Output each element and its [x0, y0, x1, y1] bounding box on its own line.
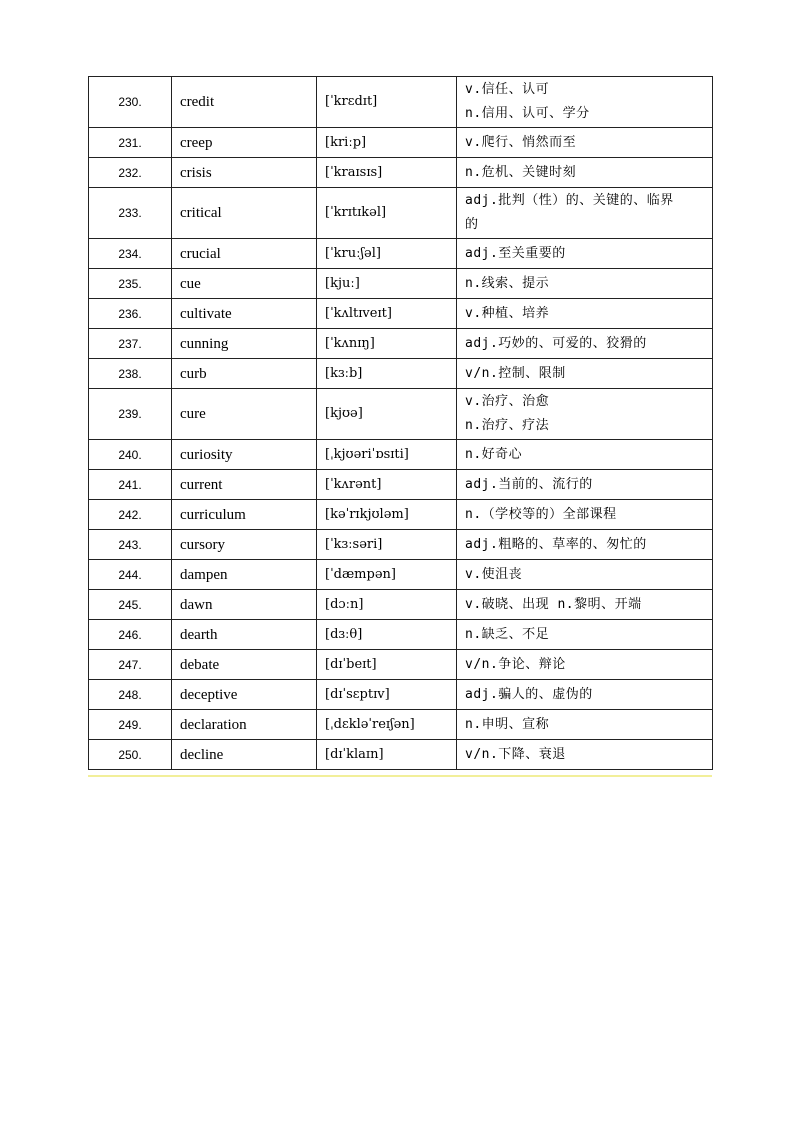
meaning-line: adj.骗人的、虚伪的	[465, 686, 593, 702]
table-row	[89, 590, 713, 620]
entry-word: cure	[172, 389, 317, 440]
entry-phonetic: [ˌdɛkləˈreɪʃən]	[317, 710, 457, 740]
table-row	[89, 188, 713, 239]
entry-meaning	[457, 299, 713, 329]
entry-number: 248.	[89, 680, 172, 710]
entry-meaning	[457, 440, 713, 470]
table-row	[89, 239, 713, 269]
entry-number: 250.	[89, 740, 172, 770]
meaning-line: v.种植、培养	[465, 305, 550, 321]
meaning-line: v/n.争论、辩论	[465, 656, 566, 672]
meaning-line: v.信任、认可	[465, 82, 550, 97]
entry-phonetic: [ˈkɜːsəri]	[317, 530, 457, 560]
entry-meaning	[457, 680, 713, 710]
entry-number: 234.	[89, 239, 172, 269]
entry-phonetic: [ˈkruːʃəl]	[317, 239, 457, 269]
entry-phonetic: [kəˈrɪkjʊləm]	[317, 500, 457, 530]
entry-word: crisis	[172, 158, 317, 188]
entry-number: 244.	[89, 560, 172, 590]
meaning-line: v.破晓、出现 n.黎明、开端	[465, 596, 642, 612]
entry-meaning	[457, 470, 713, 500]
entry-phonetic: [ˈkrɛdɪt]	[317, 77, 457, 128]
entry-meaning	[457, 650, 713, 680]
entry-number: 235.	[89, 269, 172, 299]
entry-meaning	[457, 620, 713, 650]
entry-phonetic: [ˈkraɪsɪs]	[317, 158, 457, 188]
entry-number: 245.	[89, 590, 172, 620]
entry-phonetic: [kɜːb]	[317, 359, 457, 389]
table-row	[89, 77, 713, 128]
table-row	[89, 560, 713, 590]
entry-phonetic: [kjʊə]	[317, 389, 457, 440]
entry-word: critical	[172, 188, 317, 239]
entry-phonetic: [ˈkrɪtɪkəl]	[317, 188, 457, 239]
entry-meaning	[457, 389, 713, 440]
entry-phonetic: [ˌkjʊəriˈɒsɪti]	[317, 440, 457, 470]
entry-phonetic: [ˈkʌrənt]	[317, 470, 457, 500]
entry-number: 233.	[89, 188, 172, 239]
meaning-line: adj.巧妙的、可爱的、狡猾的	[465, 335, 647, 351]
table-row	[89, 440, 713, 470]
entry-phonetic: [ˈdæmpən]	[317, 560, 457, 590]
entry-meaning	[457, 188, 713, 239]
entry-number: 231.	[89, 128, 172, 158]
meaning-line: 的	[465, 217, 479, 232]
entry-word: curb	[172, 359, 317, 389]
meaning-line: n.（学校等的）全部课程	[465, 506, 617, 522]
entry-number: 242.	[89, 500, 172, 530]
table-row	[89, 500, 713, 530]
entry-phonetic: [ˈkʌnɪŋ]	[317, 329, 457, 359]
entry-word: crucial	[172, 239, 317, 269]
meaning-line: adj.至关重要的	[465, 245, 566, 261]
entry-number: 232.	[89, 158, 172, 188]
meaning-line: v.使沮丧	[465, 566, 523, 582]
entry-meaning	[457, 128, 713, 158]
meaning-line: n.好奇心	[465, 446, 523, 462]
entry-phonetic: [dɜːθ]	[317, 620, 457, 650]
entry-word: creep	[172, 128, 317, 158]
entry-word: declaration	[172, 710, 317, 740]
entry-number: 239.	[89, 389, 172, 440]
entry-number: 247.	[89, 650, 172, 680]
entry-word: debate	[172, 650, 317, 680]
table-row	[89, 740, 713, 770]
meaning-line: v/n.控制、限制	[465, 365, 566, 381]
table-row	[89, 470, 713, 500]
entry-meaning	[457, 239, 713, 269]
meaning-line: v.治疗、治愈	[465, 394, 550, 409]
meaning-line: n.治疗、疗法	[465, 418, 550, 433]
entry-phonetic: [dɔːn]	[317, 590, 457, 620]
meaning-line: v.爬行、悄然而至	[465, 134, 577, 150]
vocabulary-table-body	[89, 77, 713, 770]
entry-word: curriculum	[172, 500, 317, 530]
entry-meaning	[457, 740, 713, 770]
entry-meaning	[457, 359, 713, 389]
entry-word: dampen	[172, 560, 317, 590]
entry-word: dearth	[172, 620, 317, 650]
entry-phonetic: [dɪˈklaɪn]	[317, 740, 457, 770]
table-row	[89, 389, 713, 440]
entry-number: 243.	[89, 530, 172, 560]
table-bottom-highlight	[88, 775, 712, 777]
entry-phonetic: [kjuː]	[317, 269, 457, 299]
entry-word: cultivate	[172, 299, 317, 329]
entry-word: curiosity	[172, 440, 317, 470]
entry-word: credit	[172, 77, 317, 128]
entry-meaning	[457, 590, 713, 620]
table-row	[89, 710, 713, 740]
meaning-line: n.缺乏、不足	[465, 626, 550, 642]
entry-number: 230.	[89, 77, 172, 128]
entry-meaning	[457, 269, 713, 299]
entry-number: 246.	[89, 620, 172, 650]
table-row	[89, 650, 713, 680]
entry-meaning	[457, 530, 713, 560]
table-row	[89, 329, 713, 359]
entry-word: cursory	[172, 530, 317, 560]
table-row	[89, 269, 713, 299]
entry-meaning	[457, 500, 713, 530]
meaning-line: n.信用、认可、学分	[465, 106, 590, 121]
table-row	[89, 158, 713, 188]
entry-meaning	[457, 710, 713, 740]
entry-meaning	[457, 329, 713, 359]
table-row	[89, 620, 713, 650]
entry-phonetic: [dɪˈsɛptɪv]	[317, 680, 457, 710]
entry-number: 238.	[89, 359, 172, 389]
table-row	[89, 680, 713, 710]
entry-word: cue	[172, 269, 317, 299]
entry-word: cunning	[172, 329, 317, 359]
entry-word: current	[172, 470, 317, 500]
entry-word: decline	[172, 740, 317, 770]
entry-phonetic: [dɪˈbeɪt]	[317, 650, 457, 680]
table-row	[89, 299, 713, 329]
meaning-line: adj.当前的、流行的	[465, 476, 593, 492]
meaning-line: n.线索、提示	[465, 275, 550, 291]
entry-phonetic: [kriːp]	[317, 128, 457, 158]
entry-word: deceptive	[172, 680, 317, 710]
entry-number: 236.	[89, 299, 172, 329]
entry-meaning	[457, 158, 713, 188]
entry-number: 237.	[89, 329, 172, 359]
entry-number: 240.	[89, 440, 172, 470]
entry-word: dawn	[172, 590, 317, 620]
table-row	[89, 530, 713, 560]
meaning-line: v/n.下降、衰退	[465, 746, 566, 762]
meaning-line: n.危机、关键时刻	[465, 164, 577, 180]
entry-number: 241.	[89, 470, 172, 500]
entry-meaning	[457, 77, 713, 128]
entry-meaning	[457, 560, 713, 590]
table-row	[89, 128, 713, 158]
entry-phonetic: [ˈkʌltɪveɪt]	[317, 299, 457, 329]
meaning-line: adj.批判（性）的、关键的、临界	[465, 193, 674, 208]
entry-number: 249.	[89, 710, 172, 740]
table-row	[89, 359, 713, 389]
meaning-line: adj.粗略的、草率的、匆忙的	[465, 536, 647, 552]
meaning-line: n.申明、宣称	[465, 716, 550, 732]
vocabulary-table	[88, 76, 713, 770]
